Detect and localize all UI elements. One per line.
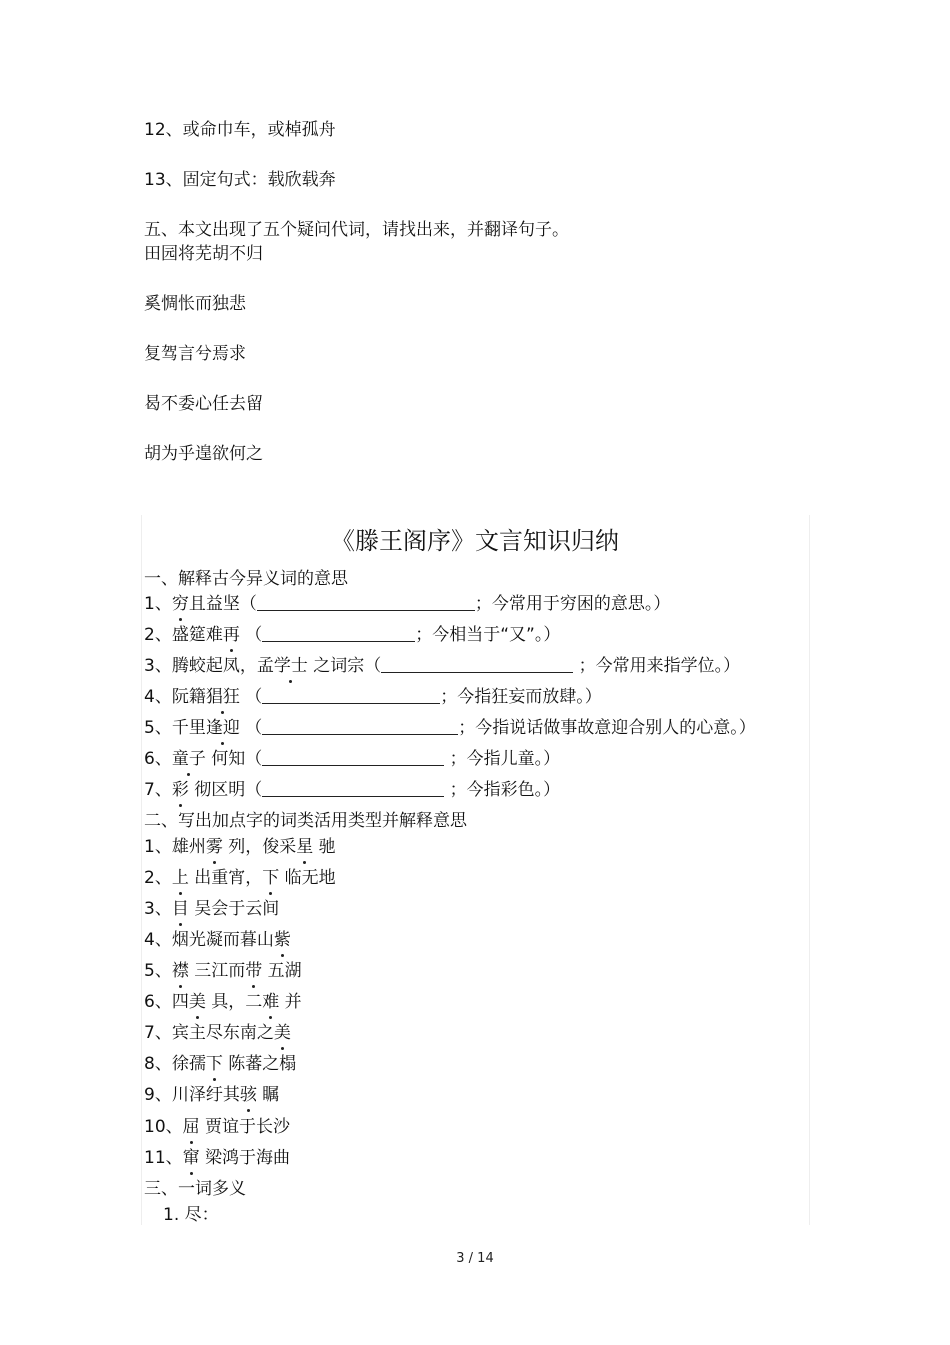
dotted-word: 屈: [182, 1117, 200, 1137]
item-note: ；今相当于“又”。）: [415, 625, 561, 645]
item-mid: （: [239, 625, 263, 645]
sec1-item-2: [144, 624, 560, 646]
sec1-item-7: [144, 779, 560, 801]
item-prefix: 2、盛筵难: [144, 625, 223, 645]
item-mid: 陈蕃之榻: [222, 1054, 297, 1074]
item-prefix: 7、宾主尽东南之: [144, 1023, 274, 1043]
item-prefix: 5、: [144, 961, 172, 981]
item-prefix: 8、徐孺: [144, 1054, 206, 1074]
sec2-item-8: [144, 1053, 296, 1075]
item-mid: 具，二: [205, 992, 263, 1012]
sec2-item-3: [144, 898, 279, 920]
item-note: ；今指说话做事故意迎合别人的心意。）: [458, 718, 756, 738]
dotted-word: 美: [273, 1023, 291, 1043]
item-mid: 三江而: [188, 961, 246, 981]
item-end: 并: [279, 992, 302, 1012]
item-note: ；今指狂妄而放肆。）: [440, 687, 602, 707]
dotted-word: 美: [188, 992, 206, 1012]
item-note: ；今常用于穷困的意思。）: [474, 594, 671, 614]
item-prefix: 1、: [144, 594, 172, 614]
dotted-word: 童子: [171, 749, 206, 769]
sec2-item-4: [144, 929, 291, 951]
item-note: ；今指彩色。）: [444, 780, 561, 800]
sec2-item-6: [144, 991, 302, 1013]
section-1-heading: 一、解释古今异义词的意思: [144, 569, 348, 589]
item-prefix: 10、: [144, 1117, 183, 1137]
question-4: 曷不委心任去留: [144, 394, 263, 414]
item-end: 临无地: [279, 868, 336, 888]
question-2: 奚惆怅而独悲: [144, 294, 246, 314]
dotted-word: 猖狂: [205, 687, 240, 707]
item-12: 12、或命巾车，或棹孤舟: [144, 120, 336, 140]
sec2-item-1: [144, 836, 336, 858]
sec2-item-9: [144, 1084, 279, 1106]
item-note: ；今指儿童。）: [444, 749, 561, 769]
item-13: 13、固定句式：载欣载奔: [144, 170, 336, 190]
dotted-word: 难: [262, 992, 280, 1012]
question-3: 复驾言兮焉求: [144, 344, 246, 364]
question-1: 田园将芜胡不归: [144, 244, 263, 264]
dotted-word: 下: [205, 1054, 223, 1074]
section-3-heading: 三、一词多义: [144, 1179, 246, 1199]
item-prefix: 9、川泽纡其: [144, 1085, 240, 1105]
dotted-word: 下: [262, 868, 280, 888]
item-prefix: 3、腾蛟起凤，孟: [144, 656, 274, 676]
sec2-item-11: [144, 1147, 290, 1169]
item-mid: （: [239, 718, 263, 738]
item-mid: 列，俊采: [222, 837, 297, 857]
answer-blank[interactable]: [381, 656, 573, 673]
sec2-item-7: [144, 1022, 291, 1044]
item-mid: 梁鸿于海曲: [199, 1148, 291, 1168]
item-mid: （: [239, 687, 263, 707]
dotted-word: 上: [171, 868, 189, 888]
item-note: ；今常用来指学位。）: [573, 656, 741, 676]
item-mid: 且益坚（: [188, 594, 257, 614]
question-5: 胡为乎遑欲何之: [144, 444, 263, 464]
dotted-word: 襟: [171, 961, 189, 981]
item-prefix: 5、千里: [144, 718, 206, 738]
item-mid: 贾谊于长沙: [199, 1117, 291, 1137]
answer-blank[interactable]: [262, 718, 458, 735]
item-mid: 何知（: [205, 749, 263, 769]
item-mid: 吴会于云间: [188, 899, 280, 919]
dotted-word: 紫: [273, 930, 291, 950]
dotted-word: 目: [171, 899, 189, 919]
sec3-item-1: 1. 尽：: [163, 1205, 219, 1225]
section-5-heading: 五、本文出现了五个疑问代词，请找出来，并翻译句子。: [144, 220, 569, 240]
sec2-item-10: [144, 1116, 290, 1138]
dotted-word: 雾: [205, 837, 223, 857]
item-mid: 瞩: [256, 1085, 280, 1105]
item-mid: 出重宵，: [188, 868, 263, 888]
item-prefix: 2、: [144, 868, 172, 888]
sec2-item-2: [144, 867, 336, 889]
item-end: 五湖: [262, 961, 302, 981]
item-prefix: 6、四: [144, 992, 189, 1012]
item-prefix: 1、雄州: [144, 837, 206, 857]
dotted-word: 窜: [182, 1148, 200, 1168]
item-prefix: 4、烟光凝而暮山: [144, 930, 274, 950]
page-number: 3 / 14: [456, 1251, 494, 1266]
item-prefix: 6、: [144, 749, 172, 769]
answer-blank[interactable]: [262, 749, 444, 766]
sec1-item-6: [144, 748, 560, 770]
item-prefix: 3、: [144, 899, 172, 919]
sec1-item-3: [144, 655, 740, 677]
dotted-word: 再: [222, 625, 240, 645]
answer-blank[interactable]: [257, 594, 475, 611]
dotted-word: 骇: [239, 1085, 257, 1105]
item-mid: 之词宗（: [307, 656, 382, 676]
answer-blank[interactable]: [262, 687, 440, 704]
dotted-word: 带: [245, 961, 263, 981]
answer-blank[interactable]: [262, 625, 415, 642]
item-mid: 彻区明（: [188, 780, 263, 800]
item-prefix: 4、阮籍: [144, 687, 206, 707]
item-prefix: 7、: [144, 780, 172, 800]
document-title: 《滕王阁序》文言知识归纳: [331, 527, 619, 555]
answer-blank[interactable]: [262, 780, 444, 797]
sec1-item-4: [144, 686, 602, 708]
sec1-item-1: [144, 593, 670, 615]
dotted-word: 学士: [273, 656, 308, 676]
section-2-heading: 二、写出加点字的词类活用类型并解释意思: [144, 811, 467, 831]
item-end: 驰: [313, 837, 336, 857]
dotted-word: 逢迎: [205, 718, 240, 738]
sec1-item-5: [144, 717, 756, 739]
sec2-item-5: [144, 960, 302, 982]
dotted-word: 彩: [171, 780, 189, 800]
dotted-word: 星: [296, 837, 314, 857]
dotted-word: 穷: [171, 594, 189, 614]
item-prefix: 11、: [144, 1148, 183, 1168]
